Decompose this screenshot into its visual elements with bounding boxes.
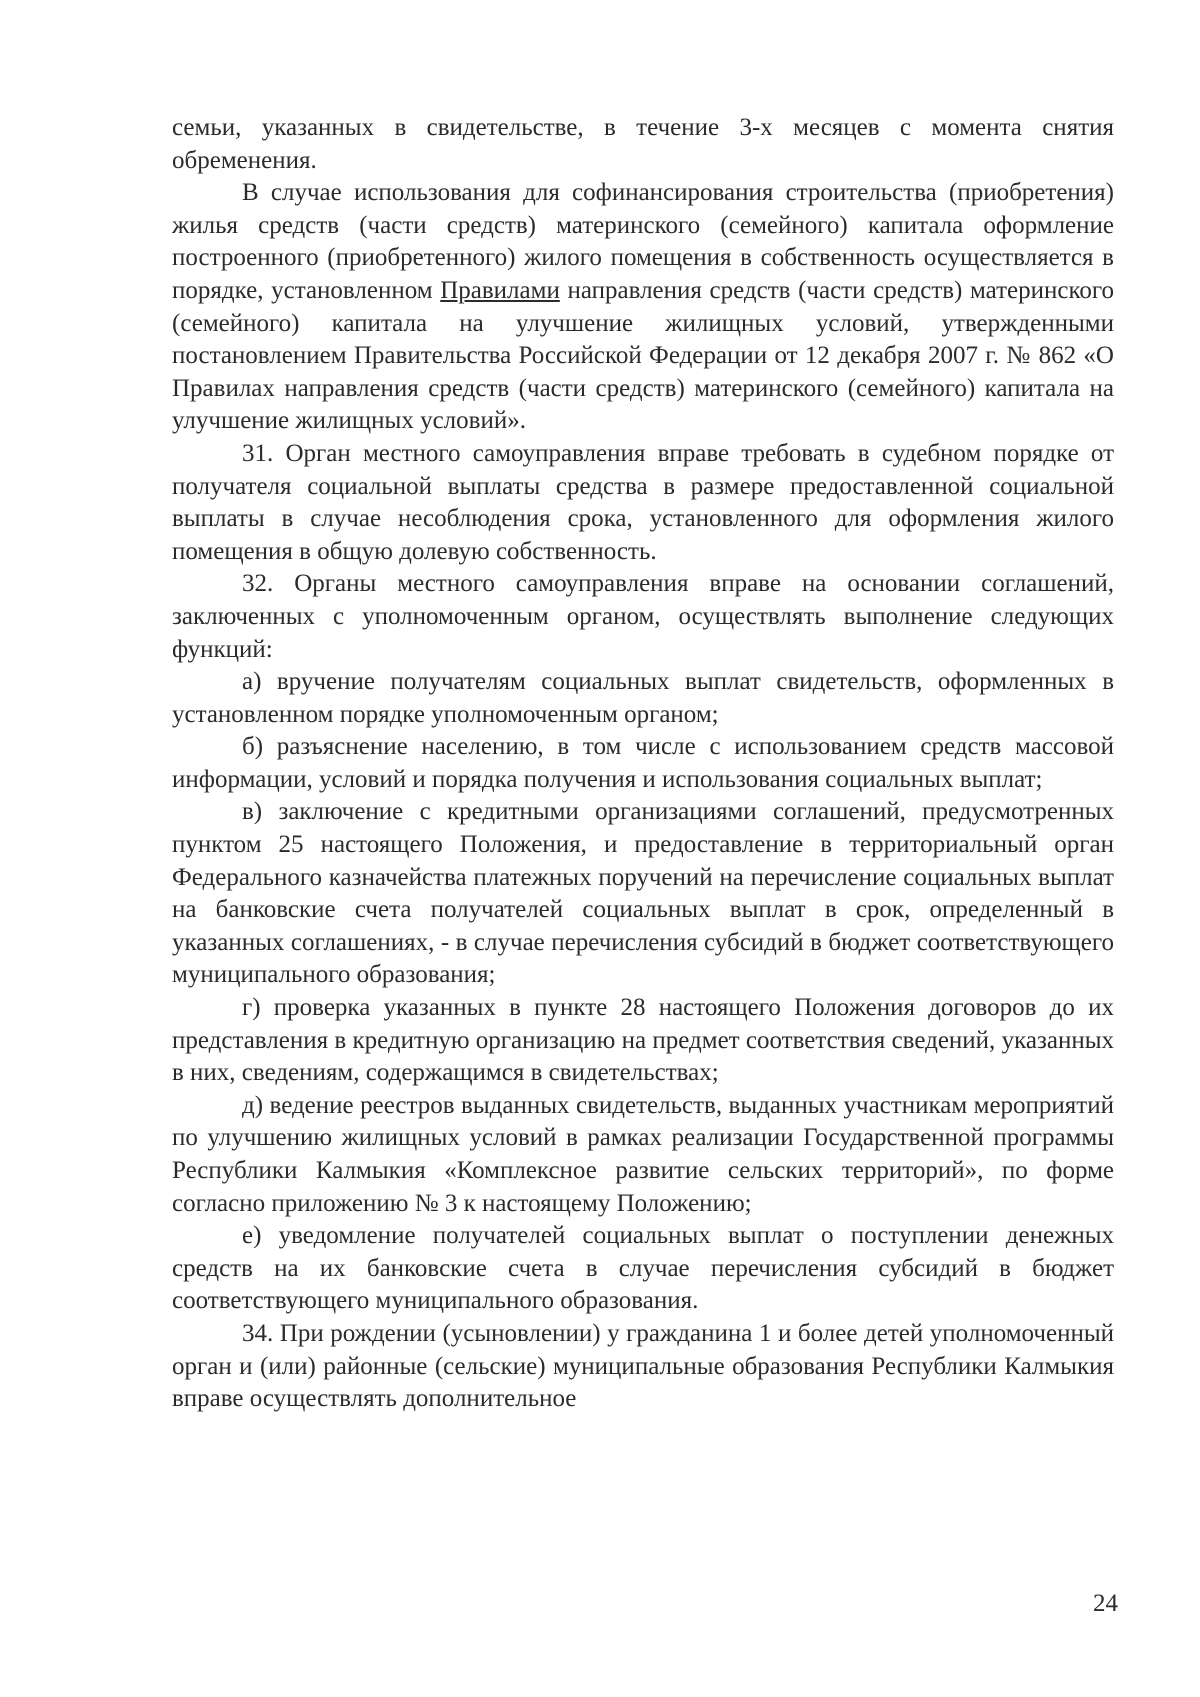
list-item-v: в) заключение с кредитными организациями соглашений, предусмотренных пунктом 25 настоящего Положения, и предоставление в территориальный орган Федерального казначейства платежных поручений на перечисление социальных выплат на банковские счета получателей социальных выплат в срок, определенный в указанных соглашениях, - в случае перечисления субсидий в бюджет соответствующего муниципального образования; [172,798,1114,989]
list-item-e: е) уведомление получателей социальных выплат о поступлении денежных средств на их банковские счета в случае перечисления субсидий в бюджет соответствующего муниципального образования. [172,1222,1114,1315]
list-item-g: г) проверка указанных в пункте 28 настоящего Положения договоров до их представления в кредитную организацию на предмет соответствия сведений, указанных в них, сведениям, содержащимся в свидетельствах; [172,994,1114,1087]
page-number: 24 [1093,1590,1118,1617]
paragraph-34: 34. При рождении (усыновлении) у гражданина 1 и более детей уполномоченный орган и (или) районные (сельские) муниципальные образования Республики Калмыкия вправе осуществлять дополнительное [172,1319,1114,1413]
list-item-b: б) разъяснение населению, в том числе с использованием средств массовой информации, условий и порядка получения и использования социальных выплат; [172,733,1114,793]
paragraph-text: направления средств (части средств) материнского (семейного) капитала на улучшение жилищных условий, утвержденными постановлением Правительства Российской Федерации от 12 декабря 2007 г. № 862 «О Правилах направления средств (части средств) материнского (семейного) капитала на улучшение жилищных условий». [172,276,1114,435]
paragraph-maternity-capital [172,177,1114,438]
paragraph-31: 31. Орган местного самоуправления вправе требовать в судебном порядке от получателя социальной выплаты средства в размере предоставленной социальной выплаты в случае несоблюдения срока, установленного для оформления жилого помещения в общую долевую собственность. [172,439,1114,565]
document-body [172,112,1114,1416]
paragraph-text: В случае использования для софинансирования строительства (приобретения) жилья средств (части средств) материнского (семейного) капитала оформление построенного (приобретенного) жилого помещения в собственность осуществляется в порядке, установленном [172,179,1114,304]
paragraph-continuation: семьи, указанных в свидетельстве, в течение 3-х месяцев с момента снятия обременения. [172,114,1114,174]
list-item-d: д) ведение реестров выданных свидетельств, выданных участникам мероприятий по улучшению жилищных условий в рамках реализации Государственной программы Республики Калмыкия «Комплексное развитие сельских территорий», по форме согласно приложению № 3 к настоящему Положению; [172,1091,1114,1217]
paragraph-32: 32. Органы местного самоуправления вправе на основании соглашений, заключенных с уполномоченным органом, осуществлять выполнение следующих функций: [172,570,1114,663]
rules-link[interactable]: Правилами [440,276,560,304]
list-item-a: а) вручение получателям социальных выплат свидетельств, оформленных в установленном порядке уполномоченным органом; [172,668,1114,728]
